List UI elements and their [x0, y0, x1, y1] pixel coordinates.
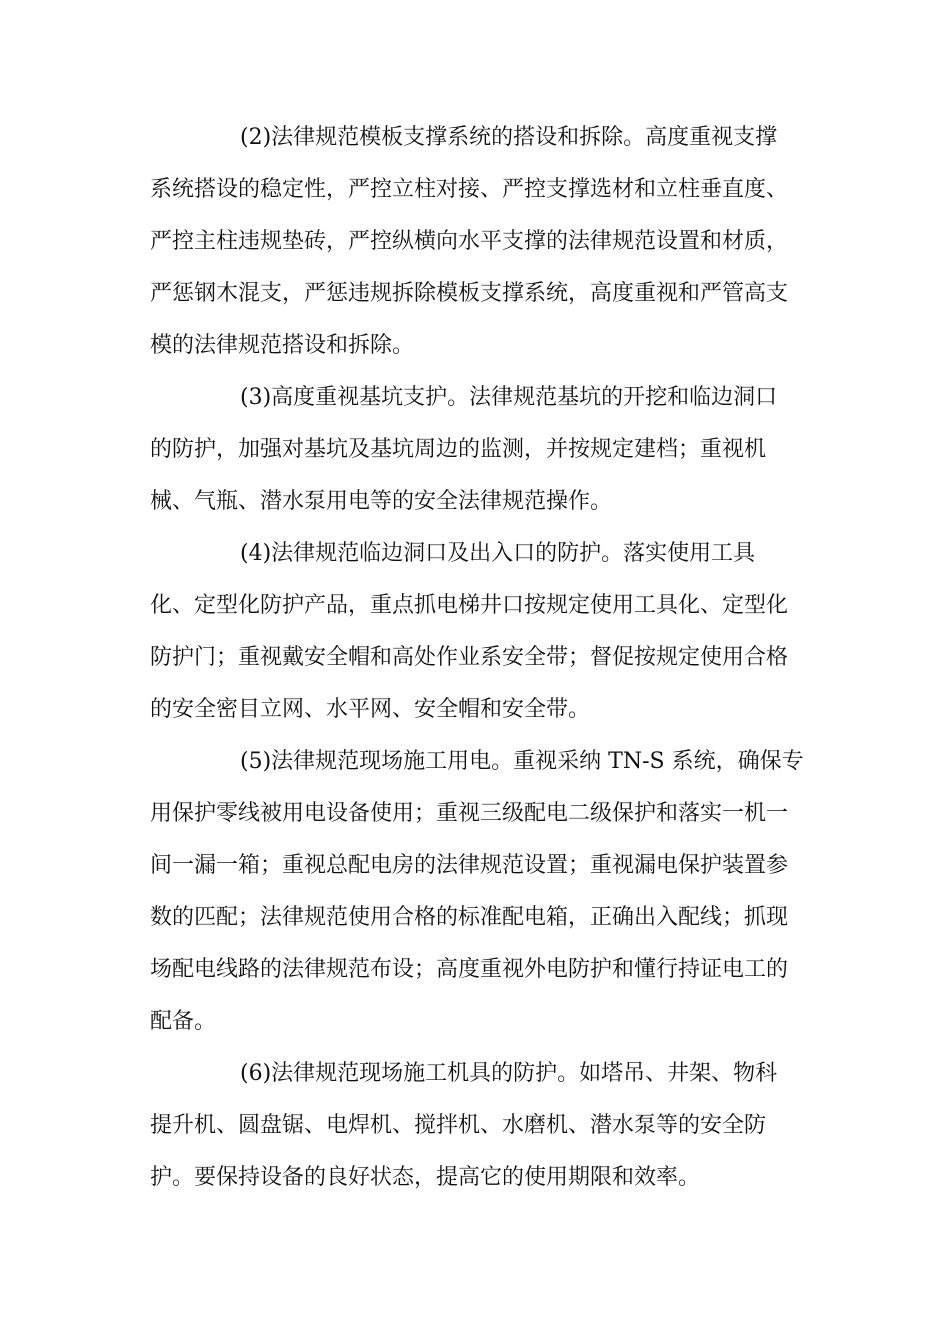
paragraph-5-line-4: 数的匹配；法律规范使用合格的标准配电箱，正确出入配线；抓现	[150, 905, 789, 930]
paragraph-4-line-1: (4)法律规范临边洞口及出入口的防护。落实使用工具	[240, 541, 756, 566]
paragraph-6-line-2: 提升机、圆盘锯、电焊机、搅拌机、水磨机、潜水泵等的安全防	[150, 1113, 767, 1138]
paragraph-5-line-6: 配备。	[150, 1009, 217, 1034]
paragraph-6-line-1: (6)法律规范现场施工机具的防护。如塔吊、井架、物科	[240, 1061, 778, 1086]
paragraph-3-line-1: (3)高度重视基坑支护。法律规范基坑的开挖和临边洞口	[240, 385, 778, 410]
paragraph-5-line-2: 用保护零线被用电设备使用；重视三级配电二级保护和落实一机一	[150, 801, 789, 826]
paragraph-5-line-1: (5)法律规范现场施工用电。重视采纳 TN-S 系统，确保专	[240, 749, 804, 774]
paragraph-5-line-5: 场配电线路的法律规范布设；高度重视外电防护和懂行持证电工的	[150, 957, 789, 982]
paragraph-2-line-2: 系统搭设的稳定性，严控立柱对接、严控支撑选材和立柱垂直度、	[150, 177, 789, 202]
paragraph-2-line-5: 模的法律规范搭设和拆除。	[150, 333, 415, 358]
paragraph-2-line-1: (2)法律规范模板支撑系统的搭设和拆除。高度重视支撑	[240, 125, 778, 150]
paragraph-2-line-3: 严控主柱违规垫砖，严控纵横向水平支撑的法律规范设置和材质，	[150, 229, 789, 254]
paragraph-3-line-2: 的防护，加强对基坑及基坑周边的监测，并按规定建档；重视机	[150, 437, 767, 462]
paragraph-4-line-2: 化、定型化防护产品，重点抓电梯井口按规定使用工具化、定型化	[150, 593, 789, 618]
paragraph-5-line-3: 间一漏一箱；重视总配电房的法律规范设置；重视漏电保护装置参	[150, 853, 789, 878]
paragraph-2-line-4: 严惩钢木混支，严惩违规拆除模板支撑系统，高度重视和严管高支	[150, 281, 789, 306]
paragraph-3-line-3: 械、气瓶、潜水泵用电等的安全法律规范操作。	[150, 489, 613, 514]
paragraph-4-line-3: 防护门；重视戴安全帽和高处作业系安全带；督促按规定使用合格	[150, 645, 789, 670]
paragraph-6-line-3: 护。要保持设备的良好状态，提高它的使用期限和效率。	[150, 1165, 701, 1190]
paragraph-4-line-4: 的安全密目立网、水平网、安全帽和安全带。	[150, 697, 591, 722]
